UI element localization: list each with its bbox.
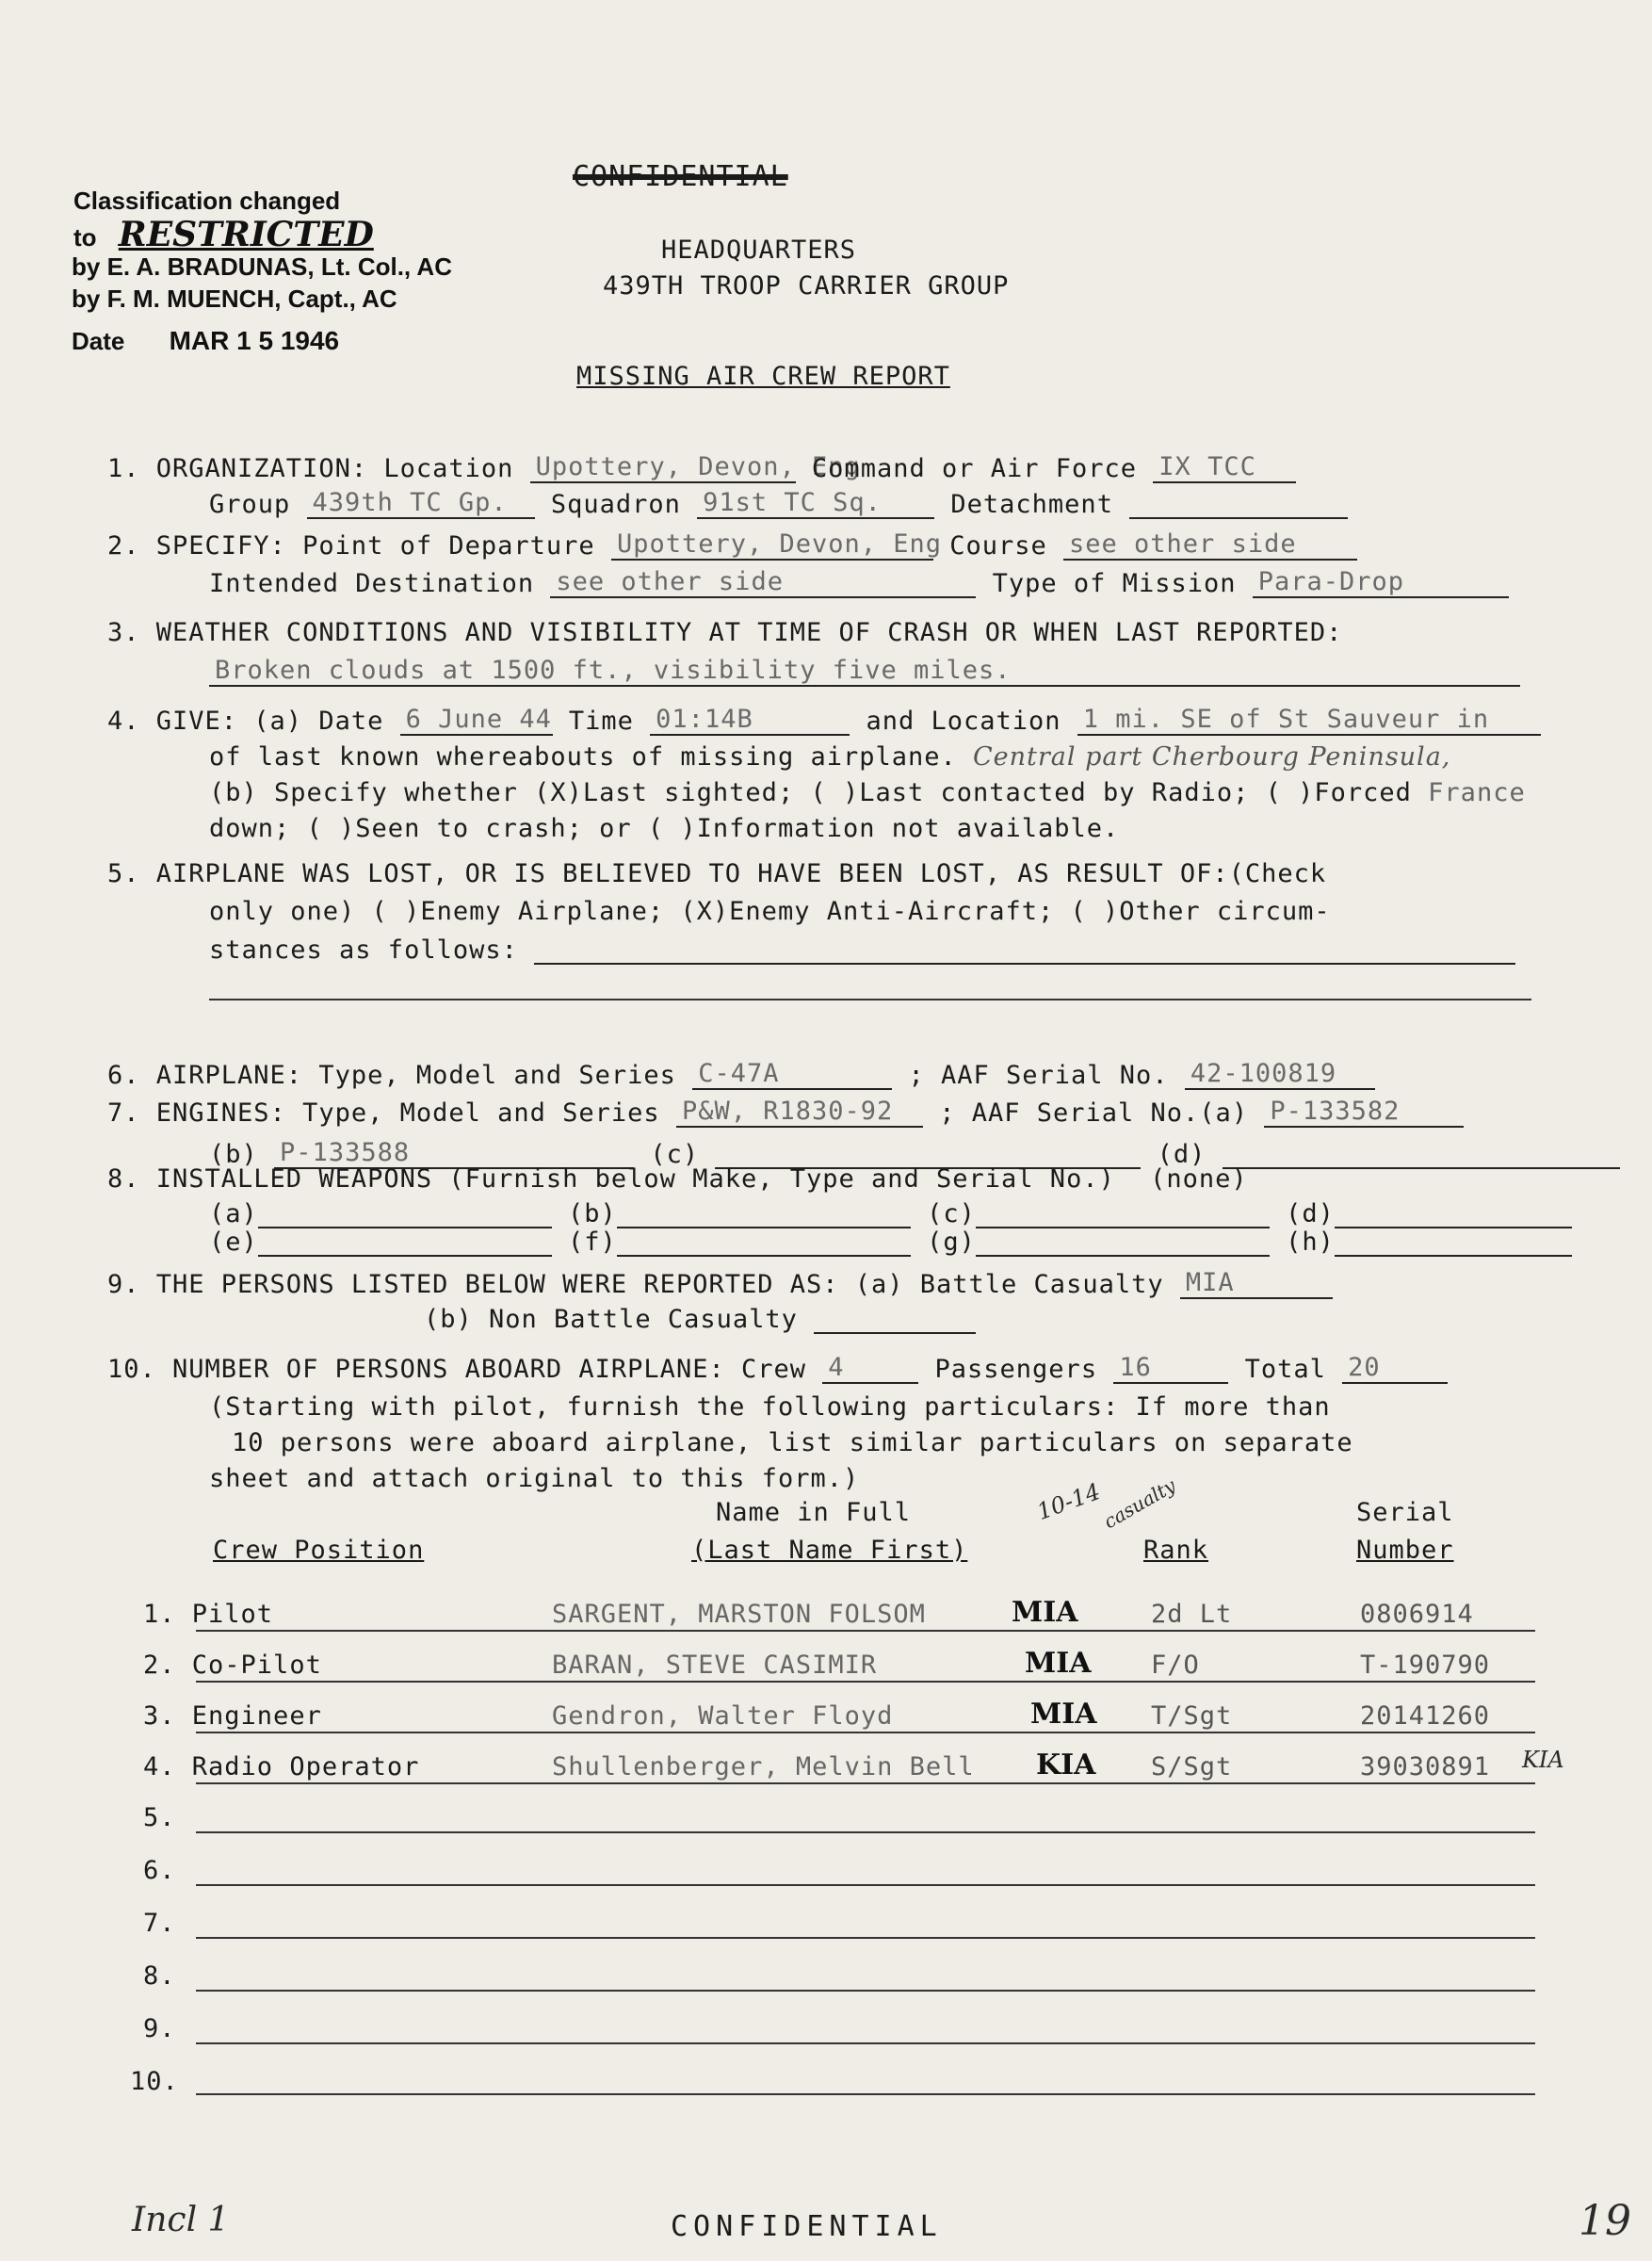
engine-type-field: P&W, R1830-92 xyxy=(676,1097,923,1128)
weapon-c-label: (c) xyxy=(927,1199,976,1228)
weapon-e-label: (e) xyxy=(209,1228,258,1257)
org-location-field: Upottery, Devon, Eng xyxy=(530,452,796,483)
non-battle-field xyxy=(814,1304,976,1334)
lost-line2: only one) ( )Enemy Airplane; (X)Enemy Anti-Aircraft; ( )Other circum- xyxy=(209,897,1331,926)
weather-label: 3. WEATHER CONDITIONS AND VISIBILITY AT TIME OF CRASH OR WHEN LAST REPORTED: xyxy=(107,618,1343,647)
engine-b-field: P-133588 xyxy=(274,1138,634,1169)
crew-row-1-rank: 2d Lt xyxy=(1151,1600,1233,1629)
dest-field: see other side xyxy=(550,567,976,598)
crew-row-4-status: KIA xyxy=(1036,1749,1096,1781)
stamp-date-label: Date xyxy=(72,327,125,355)
crew-row-2-serial: T-190790 xyxy=(1360,1651,1491,1680)
header-line2: 439TH TROOP CARRIER GROUP xyxy=(603,271,1010,301)
weapon-f-label: (f) xyxy=(568,1228,617,1257)
crew-row-8-num: 8. xyxy=(143,1961,176,1991)
crew-row-4-line xyxy=(196,1782,1535,1784)
engine-d-field xyxy=(1223,1139,1620,1169)
crew-row-1 xyxy=(143,1600,273,1629)
weapon-h-field xyxy=(1335,1227,1572,1257)
crew-row-6-num: 6. xyxy=(143,1856,176,1885)
weapon-a-label: (a) xyxy=(209,1199,258,1228)
lost-blank-line xyxy=(209,999,1531,1000)
crew-row-2-status: MIA xyxy=(1025,1647,1092,1680)
detachment-field xyxy=(1129,489,1348,519)
crew-row-1-name: SARGENT, MARSTON FOLSOM xyxy=(552,1600,926,1629)
stamp-restricted: RESTRICTED xyxy=(118,215,374,254)
course-label: Course xyxy=(949,531,1047,561)
non-battle-label: (b) Non Battle Casualty xyxy=(424,1305,798,1334)
airplane-label: 6. AIRPLANE: Type, Model and Series xyxy=(107,1061,676,1090)
crew-row-7-num: 7. xyxy=(143,1909,176,1938)
crew-row-6-line xyxy=(196,1884,1535,1886)
crew-row-1-line xyxy=(196,1630,1535,1632)
engine-b-label: (b) xyxy=(209,1140,258,1169)
header-line1: HEADQUARTERS xyxy=(661,236,857,265)
time-label: Time xyxy=(568,707,634,736)
stamp-line4: by F. M. MUENCH, Capt., AC xyxy=(72,285,397,313)
aboard-label: 10. NUMBER OF PERSONS ABOARD AIRPLANE: Crew xyxy=(107,1355,806,1384)
crew-count-field: 4 xyxy=(822,1353,918,1384)
persons-label: 9. THE PERSONS LISTED BELOW WERE REPORTED AS: (a) Battle Casualty xyxy=(107,1270,1164,1299)
item4-line2 xyxy=(209,742,1450,772)
item1-line2 xyxy=(209,488,1348,519)
weapon-h-label: (h) xyxy=(1286,1228,1335,1257)
weapon-d-field xyxy=(1335,1198,1572,1228)
airplane-serial-field: 42-100819 xyxy=(1185,1059,1375,1090)
specify-b-text: (b) Specify whether (X)Last sighted; ( )Last contacted by Radio; ( )Forced xyxy=(209,778,1412,807)
handwritten-note-1014: 10-14 xyxy=(1033,1478,1104,1525)
weapon-b-field xyxy=(617,1198,911,1228)
weapon-g-field xyxy=(976,1227,1270,1257)
crew-row-4 xyxy=(143,1752,419,1781)
weapon-e-field xyxy=(258,1227,552,1257)
item6-line xyxy=(107,1059,1375,1090)
handwritten-note-casualty: casualty xyxy=(1099,1473,1180,1534)
item2-line1 xyxy=(107,529,1357,561)
passengers-count-field: 16 xyxy=(1113,1353,1228,1384)
weapons-row1 xyxy=(209,1198,1572,1228)
lost-line3 xyxy=(209,935,1515,965)
crew-row-4-serial: 39030891 xyxy=(1360,1752,1491,1781)
item8-line1 xyxy=(107,1164,1248,1194)
crew-row-4-rank: S/Sgt xyxy=(1151,1752,1233,1781)
location-label: and Location xyxy=(866,707,1061,736)
header-rank: Rank xyxy=(1143,1536,1209,1565)
engine-serial-label: ; AAF Serial No.(a) xyxy=(939,1098,1249,1128)
location-field: 1 mi. SE of St Sauveur in xyxy=(1077,705,1541,736)
engines-label: 7. ENGINES: Type, Model and Series xyxy=(107,1098,660,1128)
command-field: IX TCC xyxy=(1153,452,1296,483)
group-label: Group xyxy=(209,490,291,519)
crew-row-3-name: Gendron, Walter Floyd xyxy=(552,1701,894,1731)
header-crew-position: Crew Position xyxy=(213,1536,425,1565)
engine-a-field: P-133582 xyxy=(1264,1097,1464,1128)
stamp-date xyxy=(72,326,339,356)
dest-label: Intended Destination xyxy=(209,569,535,598)
airplane-type-field: C-47A xyxy=(692,1059,892,1090)
crew-row-3-serial: 20141260 xyxy=(1360,1701,1491,1731)
crew-row-10-line xyxy=(196,2093,1535,2095)
battle-casualty-field: MIA xyxy=(1180,1268,1333,1299)
top-classification: CONFIDENTIAL xyxy=(573,160,788,193)
crew-row-1-position: Pilot xyxy=(191,1600,274,1629)
crew-row-3-num: 3. xyxy=(143,1701,176,1731)
header-name: (Last Name First) xyxy=(691,1536,968,1565)
crew-row-5-line xyxy=(196,1831,1535,1833)
header-serial-top: Serial xyxy=(1356,1498,1454,1527)
crew-row-7-line xyxy=(196,1937,1535,1939)
crew-row-1-status: MIA xyxy=(1012,1596,1078,1629)
crew-row-3-position: Engineer xyxy=(191,1701,322,1731)
detachment-label: Detachment xyxy=(950,490,1113,519)
mission-field: Para-Drop xyxy=(1253,567,1509,598)
squadron-field: 91st TC Sq. xyxy=(697,488,934,519)
crew-row-1-serial: 0806914 xyxy=(1360,1600,1474,1629)
crew-row-4-name: Shullenberger, Melvin Bell xyxy=(552,1752,975,1781)
crew-row-9-line xyxy=(196,2042,1535,2044)
item9-line1 xyxy=(107,1268,1333,1299)
group-field: 439th TC Gp. xyxy=(307,488,535,519)
total-label: Total xyxy=(1244,1355,1326,1384)
stamp-to-label: to xyxy=(73,223,97,252)
weather-field: Broken clouds at 1500 ft., visibility five miles. xyxy=(209,656,1520,687)
engine-c-label: (c) xyxy=(650,1140,700,1169)
crew-row-2-line xyxy=(196,1681,1535,1683)
course-field: see other side xyxy=(1063,529,1357,561)
france-text: France xyxy=(1428,778,1526,807)
whereabouts-text: of last known whereabouts of missing airplane. xyxy=(209,742,957,772)
weapons-note: (none) xyxy=(1150,1164,1248,1194)
crew-row-3-rank: T/Sgt xyxy=(1151,1701,1233,1731)
weapon-d-label: (d) xyxy=(1286,1199,1335,1228)
total-count-field: 20 xyxy=(1342,1353,1448,1384)
weapons-row2 xyxy=(209,1227,1572,1257)
instructions-line3: sheet and attach original to this form.) xyxy=(209,1464,860,1493)
crew-row-5-num: 5. xyxy=(143,1803,176,1832)
crew-row-4-position: Radio Operator xyxy=(191,1752,420,1781)
item4-line3 xyxy=(209,778,1526,807)
weapon-a-field xyxy=(258,1198,552,1228)
lost-label: 5. AIRPLANE WAS LOST, OR IS BELIEVED TO HAVE BEEN LOST, AS RESULT OF:(Check xyxy=(107,859,1327,888)
stamp-date-value: MAR 1 5 1946 xyxy=(169,326,340,355)
footer-page-number: 19 xyxy=(1579,2197,1631,2245)
item1-line1 xyxy=(107,452,1296,483)
header-serial: Number xyxy=(1356,1536,1454,1565)
date-field: 6 June 44 xyxy=(400,705,553,736)
whereabouts-continued: Central part Cherbourg Peninsula, xyxy=(973,742,1451,772)
command-label: Command or Air Force xyxy=(811,454,1138,483)
stamp-line3: by E. A. BRADUNAS, Lt. Col., AC xyxy=(72,252,452,281)
crew-row-2-rank: F/O xyxy=(1151,1651,1200,1680)
instructions-line2: 10 persons were aboard airplane, list similar particulars on separate xyxy=(232,1428,1353,1457)
lost-other-field xyxy=(534,935,1515,965)
squadron-label: Squadron xyxy=(550,490,681,519)
org-label: 1. ORGANIZATION: Location xyxy=(107,454,514,483)
crew-row-2-position: Co-Pilot xyxy=(191,1651,322,1680)
crew-row-10-num: 10. xyxy=(130,2067,179,2096)
engine-d-label: (d) xyxy=(1157,1140,1207,1169)
weapon-c-field xyxy=(976,1198,1270,1228)
instructions-line1: (Starting with pilot, furnish the following particulars: If more than xyxy=(209,1392,1331,1422)
lost-line3-text: stances as follows: xyxy=(209,935,518,965)
weapons-label: 8. INSTALLED WEAPONS (Furnish below Make, Type and Serial No.) xyxy=(107,1164,1115,1194)
crew-row-2-name: BARAN, STEVE CASIMIR xyxy=(552,1651,878,1680)
crew-row-3-status: MIA xyxy=(1030,1698,1097,1731)
weapon-b-label: (b) xyxy=(568,1199,617,1228)
item10-line1 xyxy=(107,1353,1448,1384)
item2-line2 xyxy=(209,567,1509,598)
crew-row-9-num: 9. xyxy=(143,2014,176,2043)
mission-label: Type of Mission xyxy=(992,569,1237,598)
header-name-top: Name in Full xyxy=(716,1498,912,1527)
specify-label: 2. SPECIFY: Point of Departure xyxy=(107,531,595,561)
item9-line2 xyxy=(424,1304,976,1334)
crew-row-4-num: 4. xyxy=(143,1752,176,1781)
weapon-g-label: (g) xyxy=(927,1228,976,1257)
crew-row-8-line xyxy=(196,1990,1535,1992)
passengers-label: Passengers xyxy=(934,1355,1098,1384)
crew-row-2-num: 2. xyxy=(143,1651,176,1680)
time-field: 01:14B xyxy=(650,705,850,736)
footer-incl: Incl 1 xyxy=(132,2201,230,2239)
weapon-f-field xyxy=(617,1227,911,1257)
item7-line1 xyxy=(107,1097,1464,1128)
crew-row-2 xyxy=(143,1651,322,1680)
crew-row-3-line xyxy=(196,1732,1535,1733)
weather-line xyxy=(209,656,1520,687)
item4-line4: down; ( )Seen to crash; or ( )Information not available. xyxy=(209,814,1120,843)
give-label: 4. GIVE: (a) Date xyxy=(107,707,384,736)
footer-classification: CONFIDENTIAL xyxy=(671,2210,943,2243)
crew-row-3 xyxy=(143,1701,322,1731)
stamp-line2 xyxy=(73,215,374,254)
stamp-line1: Classification changed xyxy=(73,187,341,215)
item4-line1 xyxy=(107,705,1541,736)
side-kia-note: KIA xyxy=(1522,1747,1564,1773)
crew-row-1-num: 1. xyxy=(143,1600,176,1629)
departure-field: Upottery, Devon, Eng xyxy=(611,529,933,561)
report-title: MISSING AIR CREW REPORT xyxy=(576,362,950,391)
aaf-serial-label: ; AAF Serial No. xyxy=(908,1061,1169,1090)
